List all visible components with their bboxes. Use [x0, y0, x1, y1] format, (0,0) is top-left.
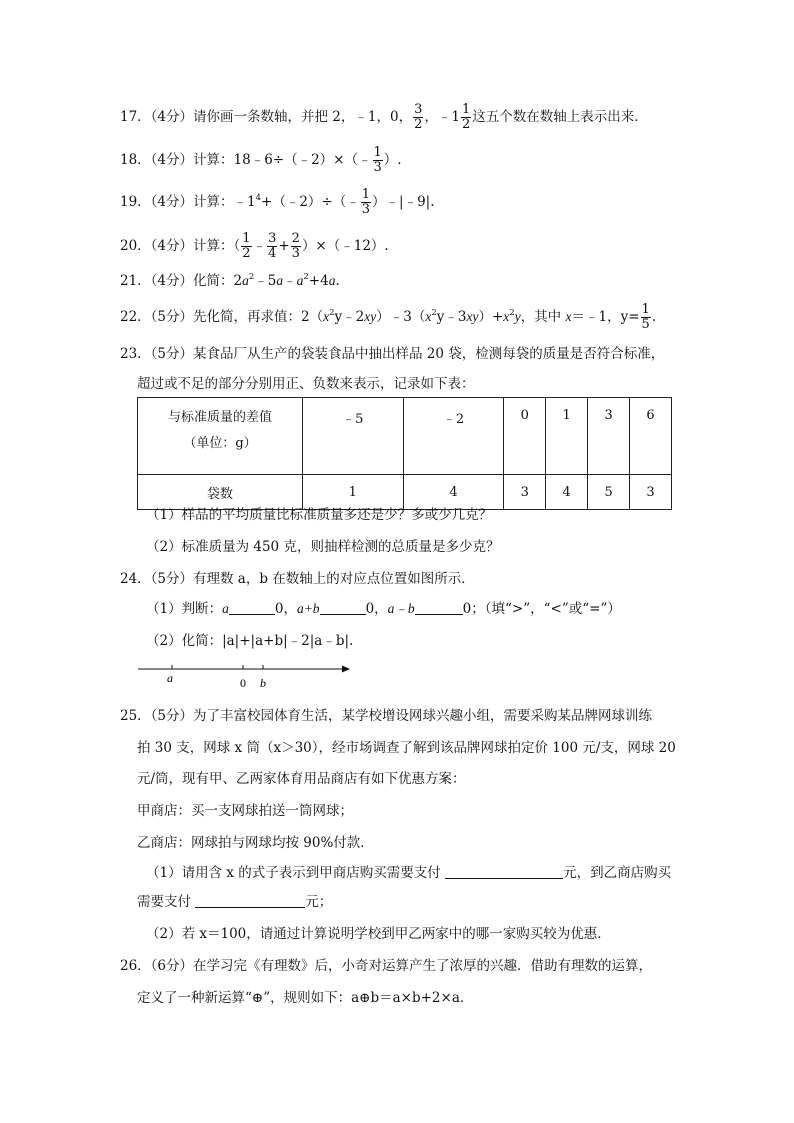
fraction-3-4: $\frac{3}{4}$: [268, 231, 277, 261]
number-line-diagram: [136, 660, 356, 692]
answer-blank[interactable]: [195, 907, 305, 908]
label-zero: 0: [240, 676, 246, 690]
table-cell: 4: [403, 475, 504, 510]
table-header-cell: 袋数: [138, 475, 303, 510]
question-25-line2: 拍 30 支，网球 x 筒（x＞30），经市场调查了解到该品牌网球拍定价 100 元/支，网球 20: [137, 740, 676, 756]
table-cell: 3: [630, 475, 672, 510]
table-cell: 3: [588, 398, 630, 475]
fraction-1-5: $\frac{1}{5}$: [641, 302, 650, 332]
question-24-sub1: （1）判断：a 0，a+b 0，a﹣b 0；（填“>”，“<”或“=”）: [146, 601, 621, 617]
question-25-shop-yi: 乙商店：网球拍与网球均按 90%付款．: [137, 835, 374, 851]
table-cell: 0: [504, 398, 546, 475]
table-cell: 6: [630, 398, 672, 475]
question-22: 22．（5分）先化简，再求值：$2(x^2y﹣2xy)﹣3(x^2y﹣3xy)+x^2y$，其中 x＝﹣1，y= $\frac{1}{5}$ .: [120, 302, 657, 332]
question-26-line1: 26．（6分）在学习完《有理数》后，小奇对运算产生了浓厚的兴趣．借助有理数的运算，: [120, 958, 653, 974]
question-20: 20．（4分）计算：（ $\frac{1}{2}$ ﹣ $\frac{3}{4}$ + $\frac{2}{3}$ ）×（﹣12）.: [120, 231, 389, 261]
table-cell: 5: [588, 475, 630, 510]
table-cell: 1: [546, 398, 588, 475]
table-cell: ﹣2: [403, 398, 504, 475]
table-row: [138, 398, 672, 475]
mass-difference-table: [137, 397, 672, 510]
fraction-1-2: $\frac{1}{2}$: [242, 231, 251, 261]
question-25-sub1: （1）请用含 x 的式子表示到甲商店购买需要支付 元，到乙商店购买: [146, 865, 672, 881]
question-25-line3: 元/筒，现有甲、乙两家体育用品商店有如下优惠方案：: [137, 771, 466, 787]
question-25-sub2: （2）若 x＝100，请通过计算说明学校到甲乙两家中的哪一家购买较为优惠．: [146, 926, 611, 942]
label-b: b: [260, 676, 266, 690]
table-cell: 4: [546, 475, 588, 510]
question-18: 18．（4分）计算：18﹣6÷（﹣2）×（﹣ $\frac{1}{3}$ ）.: [120, 145, 402, 175]
question-23-sub2: （2）标准质量为 450 克，则抽样检测的总质量是多少克？: [146, 539, 500, 555]
fraction-1-2: $\frac{1}{2}$: [461, 102, 471, 132]
question-17: 17．（4分）请你画一条数轴，并把 2，﹣1，0， $\frac{3}{2}$ ，﹣1 $\frac{1}{2}$ 这五个数在数轴上表示出来．: [120, 102, 648, 132]
question-19: 19．（4分）计算：$﹣1^4+(﹣2)\div(﹣$ $\frac{1}{3}$ ）﹣|﹣9|.: [120, 187, 435, 217]
label-a: a: [167, 671, 173, 685]
fraction-1-3: $\frac{1}{3}$: [361, 187, 371, 217]
question-23-line2: 超过或不足的部分分别用正、负数来表示，记录如下表：: [137, 376, 475, 392]
question-21: 21．（4分）化简：$2a^2﹣5a﹣a^2+4a$.: [120, 272, 340, 289]
question-25-shop-jia: 甲商店：买一支网球拍送一筒网球；: [137, 803, 353, 819]
table-cell: 3: [504, 475, 546, 510]
question-23-sub1: （1）样品的平均质量比标准质量多还是少？多或少几克？: [146, 507, 493, 523]
question-24-sub2: （2）化简：|a|+|a+b|﹣2|a﹣b|.: [146, 633, 354, 649]
table-header-cell: 与标准质量的差值 （单位：g）: [138, 398, 303, 475]
question-25-line1: 25．（5分）为了丰富校园体育生活，某学校增设网球兴趣小组，需要采购某品牌网球训练: [120, 708, 653, 724]
table-cell: 1: [303, 475, 404, 510]
question-24-line1: 24．（5分）有理数 a，b 在数轴上的对应点位置如图所示．: [120, 571, 475, 587]
fraction-3-2: $\frac{3}{2}$: [414, 102, 423, 132]
fraction-1-3: $\frac{1}{3}$: [373, 145, 382, 175]
fraction-2-3: $\frac{2}{3}$: [291, 231, 300, 261]
question-26-line2: 定义了一种新运算“⊕”，规则如下：a⊕b＝a×b+2×a．: [137, 990, 474, 1006]
question-23-line1: 23．（5分）某食品厂从生产的袋装食品中抽出样品 20 袋，检测每袋的质量是否符合标准，: [120, 346, 665, 362]
arrow-icon: [342, 666, 350, 673]
answer-blank[interactable]: [445, 878, 563, 879]
table-cell: ﹣5: [303, 398, 404, 475]
question-25-sub1-line2: 需要支付 元；: [137, 894, 333, 910]
